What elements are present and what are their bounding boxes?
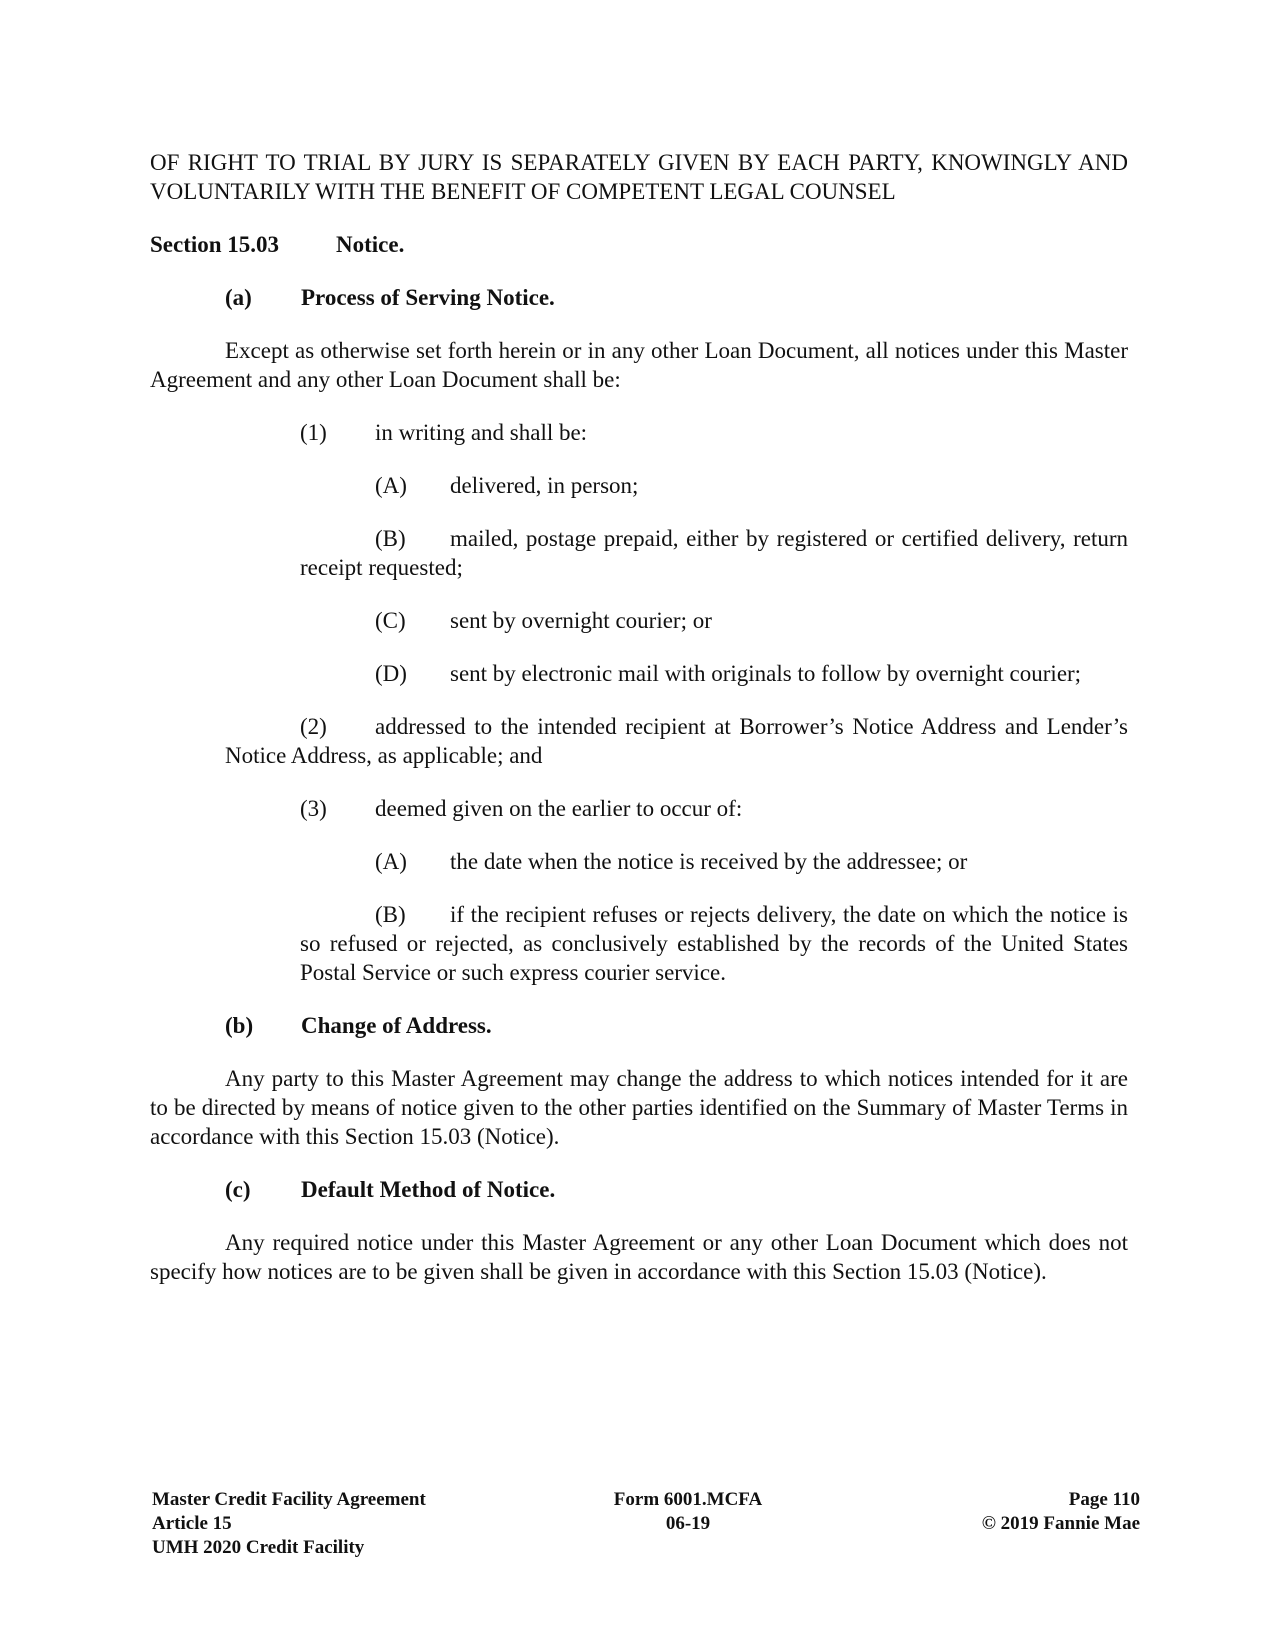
section-number: Section 15.03 (150, 232, 280, 257)
item-3-text: deemed given on the earlier to occur of: (375, 796, 743, 821)
item-3 (150, 794, 1128, 823)
footer-article: Article 15 (152, 1513, 232, 1534)
subsection-a-heading (150, 283, 1128, 312)
item-2 (150, 712, 1128, 770)
item-1-text: in writing and shall be: (375, 420, 588, 445)
subsection-c-label: (c) (225, 1177, 251, 1202)
item-1-C (150, 606, 1128, 635)
item-1-B (150, 524, 1128, 582)
subsection-c-paragraph: Any required notice under this Master Agreement or any other Loan Document which does not specify how notices are to be given shall be given in accordance with this Section 15.03 (Notice). (150, 1230, 1128, 1284)
footer-agreement-name: Master Credit Facility Agreement (152, 1489, 426, 1510)
item-2-text: addressed to the intended recipient at Borrower’s Notice Address and Lender’s Notice Address, as applicable; and (225, 714, 1128, 768)
footer-center (608, 1488, 768, 1536)
item-1-A-text: delivered, in person; (450, 473, 639, 498)
subsection-c-heading (150, 1175, 1128, 1204)
item-1-C-label: (C) (375, 608, 406, 633)
subsection-b-heading (150, 1011, 1128, 1040)
document-body (150, 148, 1128, 1286)
item-3-A (150, 847, 1128, 876)
item-1-B-text: mailed, postage prepaid, either by registered or certified delivery, return receipt requested; (300, 526, 1128, 580)
subsection-c-title: Default Method of Notice. (301, 1177, 556, 1202)
item-1 (150, 418, 1128, 447)
subsection-a-label: (a) (225, 285, 252, 310)
intro-paragraph: OF RIGHT TO TRIAL BY JURY IS SEPARATELY GIVEN BY EACH PARTY, KNOWINGLY AND VOLUNTARILY WITH THE BENEFIT OF COMPETENT LEGAL COUNSEL (150, 150, 1128, 204)
subsection-a-paragraph: Except as otherwise set forth herein or in any other Loan Document, all notices under this Master Agreement and any other Loan Document shall be: (150, 338, 1128, 392)
footer-copyright: © 2019 Fannie Mae (981, 1513, 1140, 1534)
item-3-A-label: (A) (375, 849, 407, 874)
footer-page-number: Page 110 (1068, 1489, 1140, 1510)
footer-form-number: Form 6001.MCFA (613, 1489, 763, 1510)
subsection-b-paragraph: Any party to this Master Agreement may change the address to which notices intended for it are to be directed by means of notice given to the other parties identified on the Summary of Master Terms in accordance with this Section 15.03 (Notice). (150, 1066, 1128, 1149)
section-title: Notice. (336, 232, 405, 257)
item-1-label: (1) (300, 420, 327, 445)
item-1-A (150, 471, 1128, 500)
item-3-B (150, 900, 1128, 987)
item-1-B-label: (B) (375, 526, 406, 551)
item-1-A-label: (A) (375, 473, 407, 498)
item-1-D-text: sent by electronic mail with originals to follow by overnight courier; (450, 661, 1082, 686)
item-1-D (150, 659, 1128, 688)
item-1-D-label: (D) (375, 661, 407, 686)
item-2-label: (2) (300, 714, 327, 739)
item-3-A-text: the date when the notice is received by the addressee; or (450, 849, 968, 874)
item-3-B-text: if the recipient refuses or rejects delivery, the date on which the notice is so refused or rejected, as conclusively established by the records of the United States Postal Service or such express courier service. (300, 902, 1128, 985)
footer-form-date: 06-19 (665, 1513, 711, 1534)
footer-left (152, 1488, 426, 1560)
subsection-a-title: Process of Serving Notice. (301, 285, 555, 310)
item-1-C-text: sent by overnight courier; or (450, 608, 712, 633)
section-heading (150, 230, 1128, 259)
footer-right (982, 1488, 1140, 1536)
item-3-label: (3) (300, 796, 327, 821)
subsection-b-title: Change of Address. (301, 1013, 492, 1038)
footer-facility: UMH 2020 Credit Facility (152, 1537, 365, 1558)
item-3-B-label: (B) (375, 902, 406, 927)
subsection-b-label: (b) (225, 1013, 254, 1038)
